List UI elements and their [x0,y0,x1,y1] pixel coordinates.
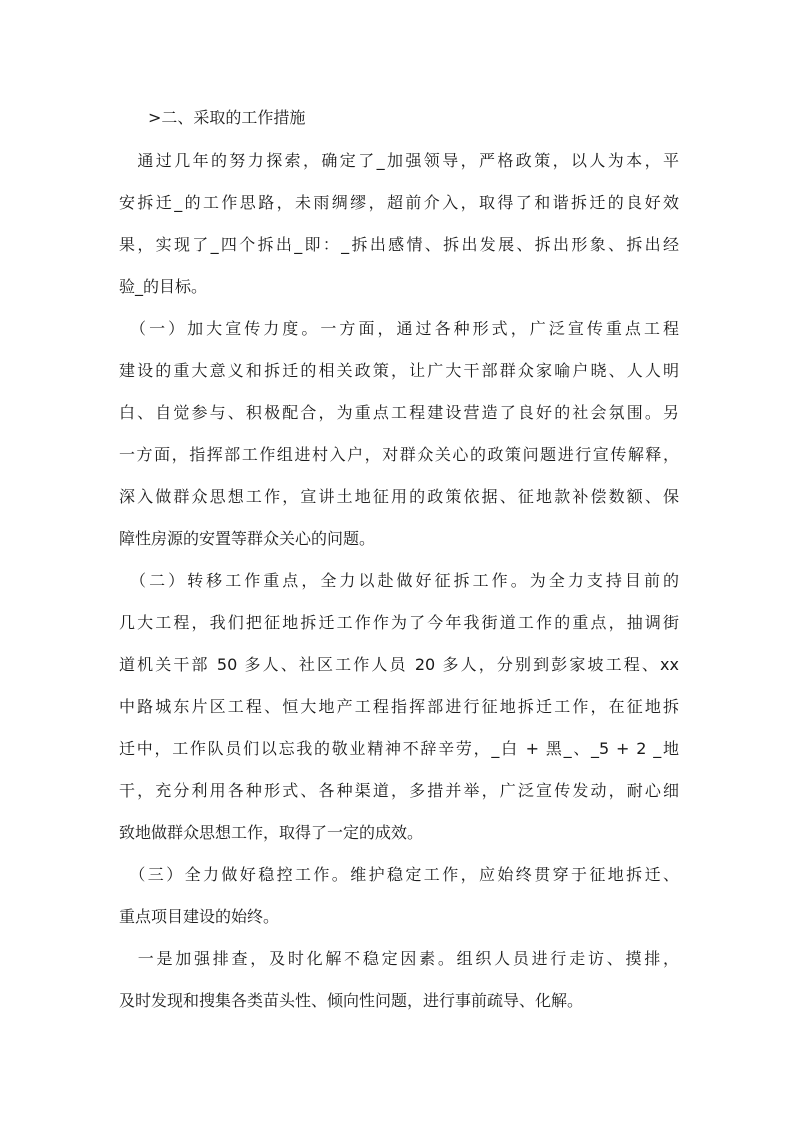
paragraph-2-line-1: （一）加大宣传力度。一方面，通过各种形式，广泛宣传重点工程 [119,319,679,338]
paragraph-3-line-2: 几大工程，我们把征地拆迁工作作为了今年我街道工作的重点，抽调街 [119,613,679,632]
paragraph-2-line-4: 一方面，指挥部工作组进村入户，对群众关心的政策问题进行宣传解释， [119,445,679,464]
paragraph-3-line-4: 中路城东片区工程、恒大地产工程指挥部进行征地拆迁工作，在征地拆 [119,697,679,716]
paragraph-3-line-3: 道机关干部 50 多人、社区工作人员 20 多人，分别到彭家坡工程、xx [119,655,679,674]
paragraph-1-line-2: 安拆迁_的工作思路，未雨绸缪，超前介入，取得了和谐拆迁的良好效 [119,193,679,212]
paragraph-1-line-3: 果，实现了_四个拆出_即：_拆出感情、拆出发展、拆出形象、拆出经 [119,235,679,254]
paragraph-4-line-2: 重点项目建设的始终。 [119,907,280,926]
paragraph-5-line-2: 及时发现和搜集各类苗头性、倾向性问题，进行事前疏导、化解。 [119,991,584,1010]
paragraph-3-line-7: 致地做群众思想工作，取得了一定的成效。 [119,823,424,842]
paragraph-2-line-3: 白、自觉参与、积极配合，为重点工程建设营造了良好的社会氛围。另 [119,403,679,422]
paragraph-4-line-1: （三）全力做好稳控工作。维护稳定工作，应始终贯穿于征地拆迁、 [119,865,679,884]
paragraph-1-line-4: 验_的目标。 [119,277,208,296]
paragraph-2-line-5: 深入做群众思想工作，宣讲土地征用的政策依据、征地款补偿数额、保 [119,487,679,506]
paragraph-2-line-6: 障性房源的安置等群众关心的问题。 [119,529,376,548]
paragraph-1-line-1: 通过几年的努力探索，确定了_加强领导，严格政策，以人为本，平 [119,151,679,170]
paragraph-3-line-1: （二）转移工作重点，全力以赴做好征拆工作。为全力支持目前的 [119,571,679,590]
paragraph-5-line-1: 一是加强排查，及时化解不稳定因素。组织人员进行走访、摸排， [119,949,679,968]
paragraph-3-line-5: 迁中，工作队员们以忘我的敬业精神不辞辛劳，_白 + 黑_、_5 + 2 _地 [119,739,679,758]
section-heading: >二、采取的工作措施 [148,108,306,127]
paragraph-3-line-6: 干，充分利用各种形式、各种渠道，多措并举，广泛宣传发动，耐心细 [119,781,679,800]
paragraph-2-line-2: 建设的重大意义和拆迁的相关政策，让广大干部群众家喻户晓、人人明 [119,361,679,380]
